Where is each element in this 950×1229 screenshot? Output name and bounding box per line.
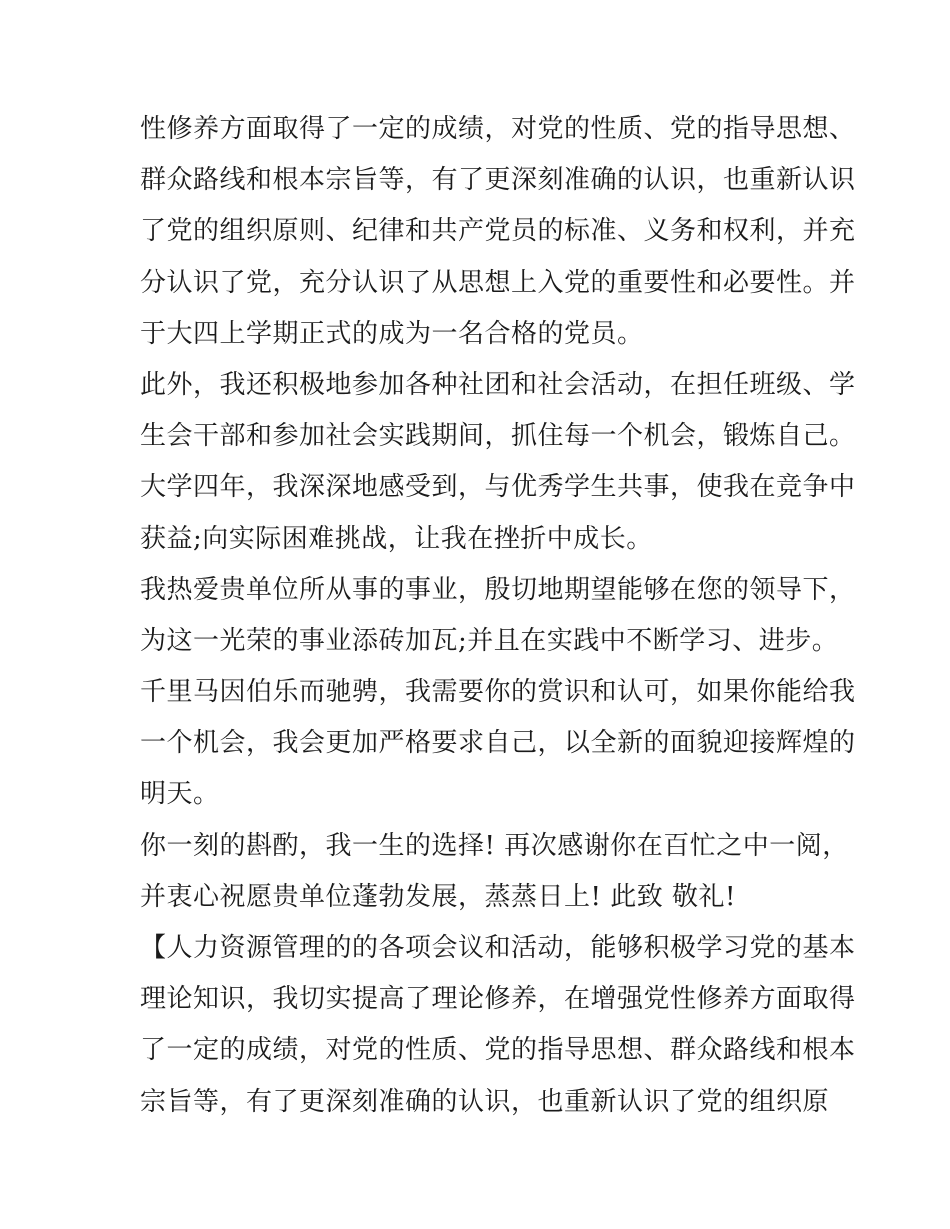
text-line: 理论知识，我切实提高了理论修养，在增强党性修养方面取得	[140, 984, 856, 1015]
text-line: 了党的组织原则、纪律和共产党员的标准、义务和权利，并充	[140, 216, 856, 247]
text-line: 群众路线和根本宗旨等，有了更深刻准确的认识，也重新认识	[140, 165, 856, 196]
text-line: 此外，我还积极地参加各种社团和社会活动，在担任班级、学	[140, 369, 856, 400]
text-line: 明天。	[140, 779, 220, 810]
text-line: 你一刻的斟酌，我一生的选择! 再次感谢你在百忙之中一阅，	[140, 830, 849, 861]
text-line: 【人力资源管理的的各项会议和活动，能够积极学习党的基本	[140, 933, 856, 963]
text-line: 千里马因伯乐而驰骋，我需要你的赏识和认可，如果你能给我	[140, 677, 856, 708]
text-line: 并衷心祝愿贵单位蓬勃发展，蒸蒸日上! 此致 敬礼!	[140, 881, 736, 912]
text-line: 我热爱贵单位所从事的事业，殷切地期望能够在您的领导下，	[140, 574, 856, 605]
text-line: 生会干部和参加社会实践期间，抓住每一个机会，锻炼自己。	[140, 421, 856, 452]
text-line: 大学四年，我深深地感受到，与优秀学生共事，使我在竞争中	[140, 472, 856, 503]
document-body	[140, 104, 856, 1128]
text-line: 宗旨等，有了更深刻准确的认识，也重新认识了党的组织原	[140, 1086, 830, 1117]
text-line: 性修养方面取得了一定的成绩，对党的性质、党的指导思想、	[140, 114, 856, 144]
text-line: 获益;向实际困难挑战，让我在挫折中成长。	[140, 523, 653, 554]
text-line: 分认识了党，充分认识了从思想上入党的重要性和必要性。并	[140, 267, 856, 298]
text-line: 一个机会，我会更加严格要求自己，以全新的面貌迎接辉煌的	[140, 728, 856, 759]
text-line: 了一定的成绩，对党的性质、党的指导思想、群众路线和根本	[140, 1035, 856, 1066]
text-line: 为这一光荣的事业添砖加瓦;并且在实践中不断学习、进步。	[140, 625, 839, 656]
text-line: 于大四上学期正式的成为一名合格的党员。	[140, 318, 644, 349]
